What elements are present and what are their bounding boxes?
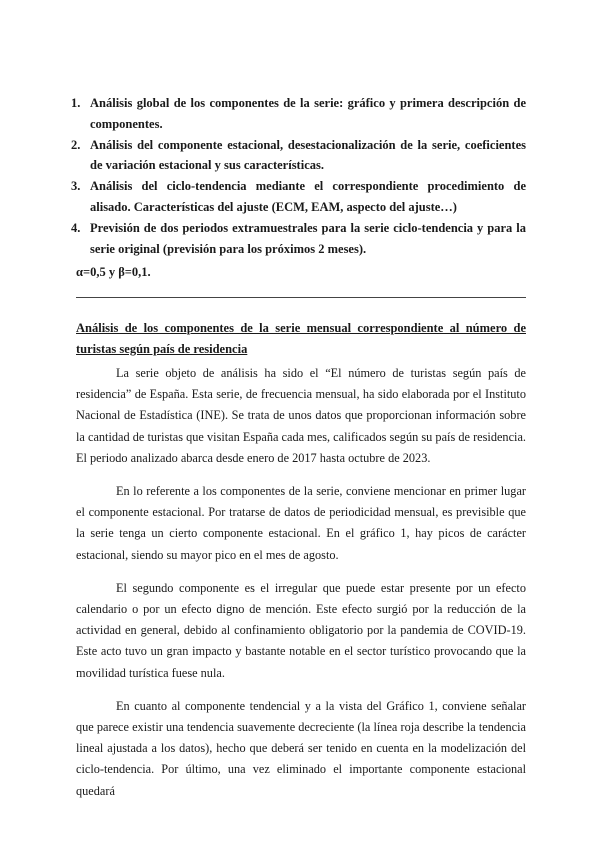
task-text: Análisis del componente estacional, desestacionalización de la serie, coeficientes de variación estacional y sus características.: [90, 137, 526, 173]
task-item: [71, 218, 526, 260]
task-item: [71, 176, 526, 218]
task-number: 4.: [71, 220, 81, 235]
task-number: 3.: [71, 179, 81, 194]
horizontal-divider: [76, 297, 526, 298]
paragraph: El segundo componente es el irregular que puede estar presente por un efecto calendario o por un efecto digno de mención. Este efecto surgió por la reducción de la actividad en general, debido al confinamiento obligatorio por la pandemia de COVID-19. Este acto tuvo un gran impacto y bastante notable en el sector turístico provocando que la movilidad turística fuese nula.: [76, 580, 526, 680]
task-text: Análisis del ciclo-tendencia mediante el correspondiente procedimiento de alisado. Características del ajuste (ECM, EAM, aspecto del ajuste…): [90, 179, 526, 214]
task-number: 1.: [71, 96, 81, 110]
task-text: Previsión de dos periodos extramuestrales para la serie ciclo-tendencia y para la serie original (previsión para los próximos 2 meses).: [90, 220, 526, 256]
task-number: 2.: [71, 137, 81, 152]
task-item: [71, 135, 526, 177]
task-text: Análisis global de los componentes de la serie: gráfico y primera descripción de componentes.: [90, 96, 526, 131]
body-text: [76, 363, 526, 814]
paragraph: En lo referente a los componentes de la serie, conviene mencionar en primer lugar el componente estacional. Por tratarse de datos de periodicidad mensual, es previsible que la serie tenga un cierto componente estacional. En el gráfico 1, hay picos de carácter estacional, siendo su mayor pico en el mes de agosto.: [76, 484, 526, 562]
task-item: [71, 93, 526, 135]
paragraph: La serie objeto de análisis ha sido el “El número de turistas según país de residencia” de España. Esta serie, de frecuencia mensual, ha sido elaborada por el Instituto Nacional de Estadística (INE). Se trata de unos datos que proporcionan información sobre la cantidad de turistas que visitan España cada mes, calificados según su país de residencia. El periodo analizado abarca desde enero de 2017 hasta octubre de 2023.: [76, 366, 526, 465]
paragraph: En cuanto al componente tendencial y a la vista del Gráfico 1, conviene señalar que parece existir una tendencia suavemente decreciente (la línea roja describe la tendencia lineal ajustada a los datos), hecho que deberá ser tenido en cuenta en la modelización del ciclo-tendencia. Por último, una vez eliminado el importante componente estacional quedará: [76, 698, 526, 798]
task-list: [71, 93, 526, 259]
section-title: Análisis de los componentes de la serie mensual correspondiente al número de turistas según país de residencia: [76, 321, 526, 356]
smoothing-parameters: α=0,5 y β=0,1.: [76, 265, 151, 279]
